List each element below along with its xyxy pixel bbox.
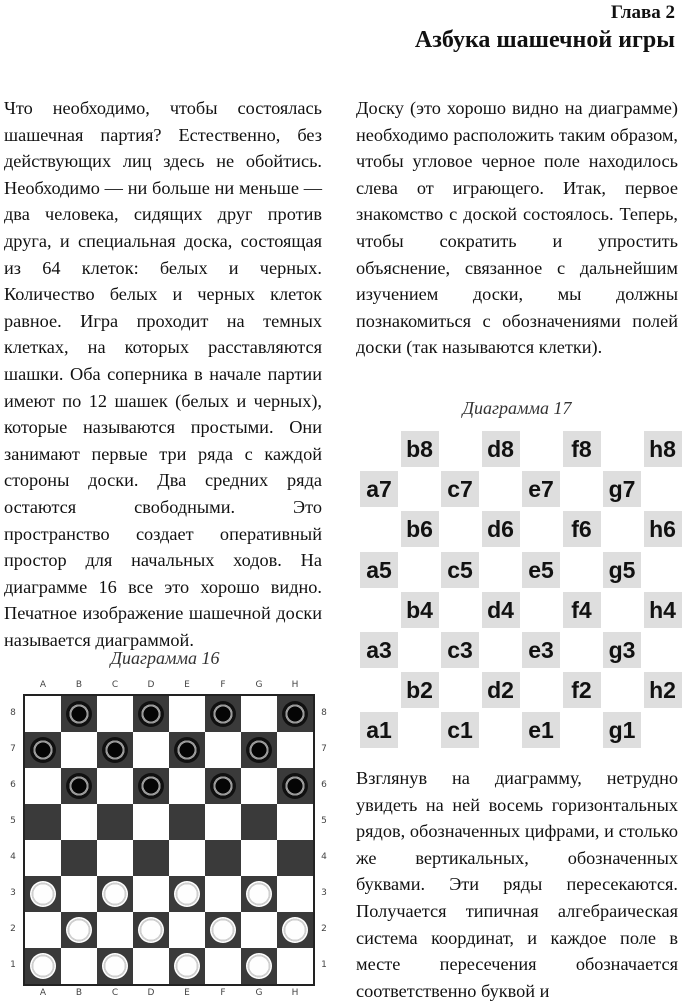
- white-checker-piece: [102, 953, 128, 979]
- black-checker-piece: [138, 701, 164, 727]
- light-square: [133, 804, 169, 840]
- light-square: [277, 732, 313, 768]
- file-label-top: G: [255, 680, 263, 690]
- white-checker-piece: [174, 953, 200, 979]
- file-label-bottom: G: [255, 988, 263, 998]
- light-square: [133, 948, 169, 984]
- square-notation-b8: b8: [401, 431, 439, 467]
- dark-square: [277, 696, 313, 732]
- dark-square: [205, 912, 241, 948]
- light-square: [133, 876, 169, 912]
- square-notation-d4: d4: [482, 592, 520, 628]
- black-checker-piece: [174, 737, 200, 763]
- square-notation-a3: a3: [360, 632, 398, 668]
- diagram-17-caption: Диаграмма 17: [462, 398, 572, 418]
- square-notation-a7: a7: [360, 471, 398, 507]
- rank-label-right: 5: [321, 816, 327, 826]
- light-square: [25, 768, 61, 804]
- white-checker-piece: [282, 917, 308, 943]
- white-checker-piece: [30, 953, 56, 979]
- square-notation-h8: h8: [644, 431, 682, 467]
- dark-square: [25, 948, 61, 984]
- square-notation-b4: b4: [401, 592, 439, 628]
- file-label-bottom: B: [75, 988, 83, 998]
- white-checker-piece: [246, 953, 272, 979]
- light-square: [241, 696, 277, 732]
- light-square: [97, 768, 133, 804]
- file-label-bottom: C: [111, 988, 119, 998]
- dark-square: [205, 840, 241, 876]
- file-label-top: B: [75, 680, 83, 690]
- rank-label-left: 1: [10, 960, 16, 970]
- rank-label-left: 5: [10, 816, 16, 826]
- chapter-title: Азбука шашечной игры: [414, 27, 675, 53]
- square-notation-b6: b6: [401, 511, 439, 547]
- paragraph-coordinates: Взглянув на диаграмму, нетрудно увидеть на ней восемь горизонтальных рядов, обозначенных цифрами, и столько же вертикальных, обозначенных буквами. Эти ряды пересекаются. Получается типичная алгебраическая система координат, и каждое поле в месте пересечения обозначается соответственно буквой и: [356, 768, 678, 1001]
- square-notation-d8: d8: [482, 431, 520, 467]
- dark-square: [25, 732, 61, 768]
- diagram-16-caption: Диаграмма 16: [110, 648, 220, 668]
- black-checker-piece: [66, 701, 92, 727]
- dark-square: [241, 948, 277, 984]
- black-checker-piece: [66, 773, 92, 799]
- black-checker-piece: [210, 773, 236, 799]
- dark-square: [169, 732, 205, 768]
- dark-square: [61, 912, 97, 948]
- square-notation-f2: f2: [563, 672, 601, 708]
- light-square: [205, 876, 241, 912]
- dark-square: [241, 876, 277, 912]
- square-notation-h4: h4: [644, 592, 682, 628]
- light-square: [277, 804, 313, 840]
- right-column-bottom: [356, 765, 678, 1004]
- rank-label-right: 4: [321, 852, 327, 862]
- light-square: [277, 876, 313, 912]
- diagram-17-board: [360, 431, 680, 761]
- light-square: [25, 912, 61, 948]
- light-square: [61, 948, 97, 984]
- square-notation-d6: d6: [482, 511, 520, 547]
- white-checker-piece: [66, 917, 92, 943]
- white-checker-piece: [138, 917, 164, 943]
- rank-label-right: 1: [321, 960, 327, 970]
- square-notation-h2: h2: [644, 672, 682, 708]
- file-label-bottom: E: [184, 988, 190, 998]
- light-square: [97, 840, 133, 876]
- file-label-top: C: [111, 680, 119, 690]
- square-notation-f4: f4: [563, 592, 601, 628]
- file-label-top: E: [184, 680, 190, 690]
- rank-label-left: 3: [10, 888, 16, 898]
- file-label-top: H: [291, 680, 299, 690]
- black-checker-piece: [138, 773, 164, 799]
- square-notation-e1: e1: [522, 712, 560, 748]
- light-square: [169, 840, 205, 876]
- file-label-bottom: A: [39, 988, 47, 998]
- square-notation-g3: g3: [603, 632, 641, 668]
- dark-square: [169, 876, 205, 912]
- square-notation-a1: a1: [360, 712, 398, 748]
- dark-square: [277, 840, 313, 876]
- square-notation-h6: h6: [644, 511, 682, 547]
- square-notation-e3: e3: [522, 632, 560, 668]
- left-column: [4, 95, 322, 653]
- dark-square: [133, 912, 169, 948]
- rank-label-left: 6: [10, 780, 16, 790]
- square-notation-c1: c1: [441, 712, 479, 748]
- white-checker-piece: [102, 881, 128, 907]
- diagram-16-board: [0, 676, 335, 1000]
- white-checker-piece: [210, 917, 236, 943]
- light-square: [25, 696, 61, 732]
- paragraph-board-orientation: Доску (это хорошо видно на диаграмме) необходимо расположить таким образом, чтобы угловое черное поле находилось слева от играющего. Итак, первое знакомство с доской состоялось. Теперь, чтобы сократить и упростить объяснение, связанное с дальнейшим изучением доски, мы должны познакомиться с обозначениями полей доски (так называются клетки).: [356, 98, 678, 358]
- light-square: [169, 768, 205, 804]
- file-label-top: F: [220, 680, 226, 690]
- dark-square: [169, 948, 205, 984]
- rank-label-left: 2: [10, 924, 16, 934]
- light-square: [205, 732, 241, 768]
- square-notation-g5: g5: [603, 552, 641, 588]
- rank-label-right: 3: [321, 888, 327, 898]
- file-label-bottom: F: [220, 988, 226, 998]
- square-notation-a5: a5: [360, 552, 398, 588]
- paragraph-intro: Что необходимо, чтобы состоялась шашечная партия? Естественно, без действующих лиц здесь не обойтись. Необходимо — ни больше ни меньше — два человека, сидящих друг против друга, и специальная доска, состоящая из 64 клеток: белых и черных. Количество белых и черных клеток равное. Игра проходит на темных клетках, на которых расставляются шашки. Оба соперника в начале партии имеют по 12 шашек (белых и черных), которые называются простыми. Они занимают первые три ряда с каждой стороны доски. Два средних ряда остаются свободными. Это пространство создает оперативный простор для начальных ходов. На диаграмме 16 все это хорошо видно. Печатное изображение шашечной доски называется диаграммой.: [4, 98, 322, 650]
- file-label-bottom: H: [291, 988, 299, 998]
- dark-square: [133, 768, 169, 804]
- rank-label-right: 6: [321, 780, 327, 790]
- dark-square: [205, 768, 241, 804]
- light-square: [169, 912, 205, 948]
- rank-label-left: 4: [10, 852, 16, 862]
- dark-square: [25, 876, 61, 912]
- rank-label-right: 8: [321, 708, 327, 718]
- dark-square: [25, 804, 61, 840]
- dark-square: [277, 912, 313, 948]
- light-square: [61, 804, 97, 840]
- square-notation-c3: c3: [441, 632, 479, 668]
- square-notation-g1: g1: [603, 712, 641, 748]
- chapter-number: Глава 2: [610, 2, 675, 23]
- dark-square: [97, 732, 133, 768]
- white-checker-piece: [246, 881, 272, 907]
- dark-square: [133, 696, 169, 732]
- dark-square: [61, 768, 97, 804]
- light-square: [133, 732, 169, 768]
- light-square: [205, 948, 241, 984]
- light-square: [61, 876, 97, 912]
- dark-square: [241, 732, 277, 768]
- black-checker-piece: [210, 701, 236, 727]
- square-notation-e5: e5: [522, 552, 560, 588]
- dark-square: [277, 768, 313, 804]
- dark-square: [61, 696, 97, 732]
- rank-label-left: 8: [10, 708, 16, 718]
- dark-square: [169, 804, 205, 840]
- dark-square: [97, 876, 133, 912]
- light-square: [97, 696, 133, 732]
- rank-label-right: 7: [321, 744, 327, 754]
- dark-square: [133, 840, 169, 876]
- rank-label-right: 2: [321, 924, 327, 934]
- light-square: [241, 912, 277, 948]
- square-notation-g7: g7: [603, 471, 641, 507]
- right-column-top: [356, 95, 678, 361]
- light-square: [25, 840, 61, 876]
- light-square: [277, 948, 313, 984]
- square-notation-f6: f6: [563, 511, 601, 547]
- rank-label-left: 7: [10, 744, 16, 754]
- black-checker-piece: [282, 701, 308, 727]
- black-checker-piece: [102, 737, 128, 763]
- black-checker-piece: [246, 737, 272, 763]
- white-checker-piece: [174, 881, 200, 907]
- file-label-top: D: [147, 680, 155, 690]
- chapter-header: [415, 2, 675, 54]
- file-label-bottom: D: [147, 988, 155, 998]
- file-label-top: A: [39, 680, 47, 690]
- checkerboard-grid: [23, 694, 315, 986]
- square-notation-b2: b2: [401, 672, 439, 708]
- light-square: [241, 840, 277, 876]
- square-notation-f8: f8: [563, 431, 601, 467]
- square-notation-c5: c5: [441, 552, 479, 588]
- square-notation-e7: e7: [522, 471, 560, 507]
- light-square: [169, 696, 205, 732]
- white-checker-piece: [30, 881, 56, 907]
- square-notation-d2: d2: [482, 672, 520, 708]
- light-square: [205, 804, 241, 840]
- black-checker-piece: [30, 737, 56, 763]
- dark-square: [97, 948, 133, 984]
- square-notation-c7: c7: [441, 471, 479, 507]
- light-square: [241, 768, 277, 804]
- dark-square: [61, 840, 97, 876]
- dark-square: [97, 804, 133, 840]
- light-square: [97, 912, 133, 948]
- black-checker-piece: [282, 773, 308, 799]
- dark-square: [241, 804, 277, 840]
- light-square: [61, 732, 97, 768]
- dark-square: [205, 696, 241, 732]
